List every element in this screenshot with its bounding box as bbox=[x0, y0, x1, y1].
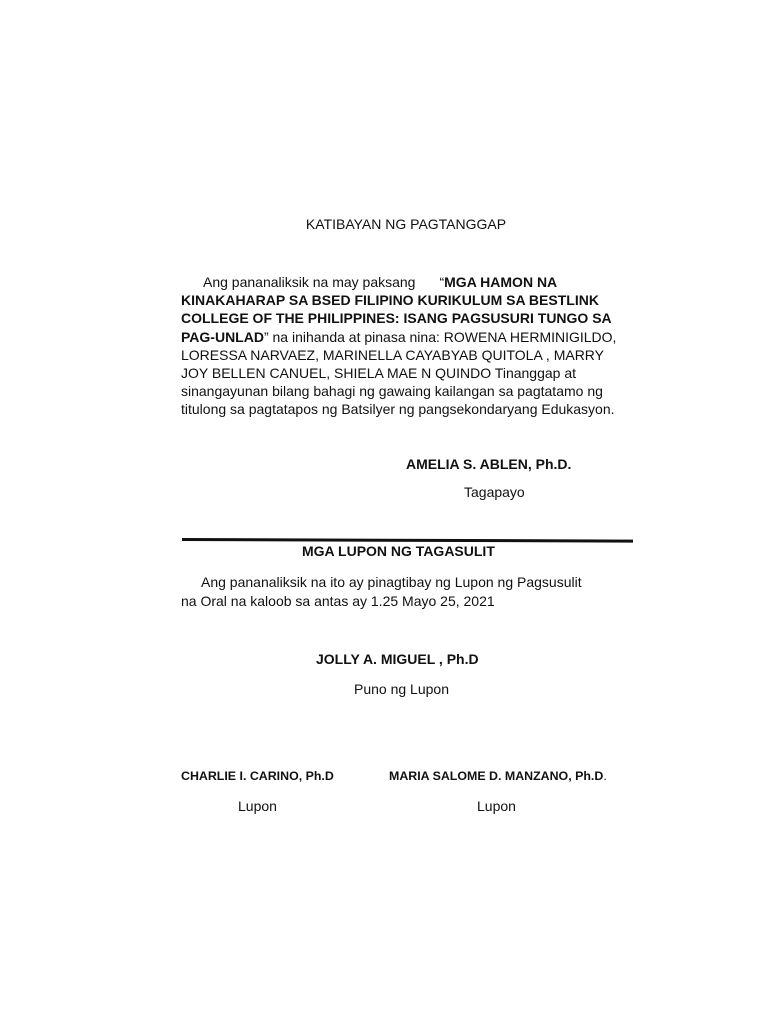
open-quote: “ bbox=[439, 274, 445, 290]
paragraph2-line2: na Oral na kaloob sa antas ay 1.25 Mayo 25, 2021 bbox=[181, 592, 495, 609]
certificate-title: KATIBAYAN NG PAGTANGGAP bbox=[305, 216, 507, 232]
research-title-part3: COLLEGE OF THE PHILIPPINES: ISANG PAGSUSURI TUNGO SA bbox=[181, 310, 612, 327]
research-title-part4: PAG-UNLAD bbox=[181, 328, 264, 345]
member2-name-suffix: . bbox=[603, 769, 607, 783]
paragraph1-line1-text: Ang pananaliksik na may paksang bbox=[203, 274, 416, 290]
paragraph1-line4 bbox=[181, 328, 641, 346]
paragraph1-line8: titulong sa pagtatapos ng Batsilyer ng pangsekondaryang Edukasyon. bbox=[181, 401, 615, 418]
section-divider bbox=[182, 538, 633, 543]
adviser-name: AMELIA S. ABLEN, Ph.D. bbox=[406, 456, 572, 472]
paragraph1-line5: LORESSA NARVAEZ, MARINELLA CAYABYAB QUITOLA , MARRY bbox=[181, 346, 604, 363]
paragraph1-line7: sinangayunan bilang bahagi ng gawaing kailangan sa pagtatamo ng bbox=[181, 383, 603, 400]
chair-name: JOLLY A. MIGUEL , Ph.D bbox=[316, 651, 479, 667]
chair-role: Puno ng Lupon bbox=[354, 681, 449, 697]
approval-paragraph bbox=[181, 273, 641, 419]
panel-title: MGA LUPON NG TAGASULIT bbox=[302, 543, 495, 559]
adviser-role: Tagapayo bbox=[464, 484, 525, 500]
paragraph2-line1-text: Ang pananaliksik na ito ay pinagtibay ng Lupon ng Pagsusulit bbox=[201, 574, 582, 590]
paragraph1-line1 bbox=[181, 273, 641, 291]
member2-role: Lupon bbox=[477, 798, 516, 814]
paragraph1-line4-text: ” na inihanda at pinasa nina: ROWENA HERMINIGILDO, bbox=[263, 328, 617, 345]
research-title-part1: MGA HAMON NA bbox=[444, 274, 558, 290]
research-title-part2: KINAKAHARAP SA BSED FILIPINO KURIKULUM SA BESTLINK bbox=[181, 292, 599, 309]
member1-role: Lupon bbox=[238, 798, 277, 814]
member2-name: MARIA SALOME D. MANZANO, Ph.D bbox=[389, 769, 604, 783]
member2-name-block bbox=[389, 769, 607, 783]
panel-paragraph bbox=[181, 573, 641, 610]
paragraph2-line1 bbox=[181, 573, 641, 592]
member1-name: CHARLIE I. CARINO, Ph.D bbox=[181, 769, 334, 783]
paragraph1-line6: JOY BELLEN CANUEL, SHIELA MAE N QUINDO Tinanggap at bbox=[181, 365, 577, 382]
